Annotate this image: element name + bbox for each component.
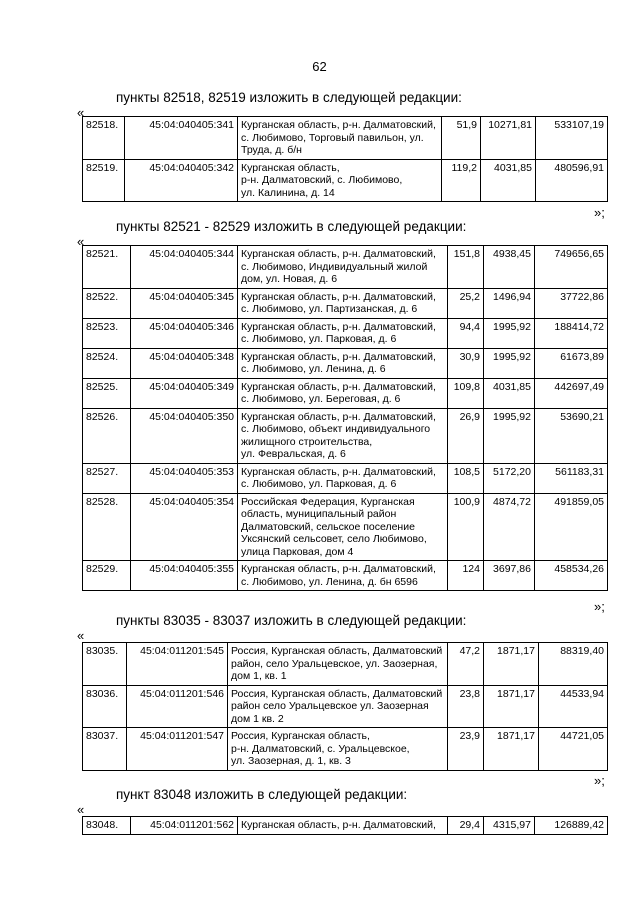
unit-price-cell: 1496,94 [484,288,535,318]
data-table [82,642,608,771]
cadastral-number-cell: 45:04:040405:348 [131,348,238,378]
area-cell: 29,4 [448,817,484,835]
cadastral-number-cell: 45:04:040405:354 [131,493,238,561]
cadastral-number-cell: 45:04:040405:355 [131,561,238,591]
address-cell: Российская Федерация, Курганская область, муниципальный район Далматовский, сельское поселение Уксянский сельсовет, село Любимово, улица Парковая, дом 4 [238,493,448,561]
table-row [83,493,608,561]
cadastral-value-cell: 37722,86 [535,288,608,318]
address-cell: Курганская область, р-н. Далматовский, с. Любимово, ул. Ленина, д. бн 6596 [238,561,448,591]
item-number-cell: 83037. [83,728,127,771]
cadastral-value-cell: 442697,49 [535,378,608,408]
unit-price-cell: 3697,86 [484,561,535,591]
address-cell: Курганская область, р-н. Далматовский, с. Любимово, ул. Ленина, д. 6 [238,348,448,378]
table-row [83,348,608,378]
table-body [83,117,608,202]
section-intro: пункты 83035 - 83037 изложить в следующей редакции: [116,613,467,628]
cadastral-number-cell: 45:04:011201:547 [127,728,228,771]
address-cell: Курганская область, р-н. Далматовский, с. Любимово, ул. Парковая, д. 6 [238,463,448,493]
item-number-cell: 82523. [83,318,131,348]
address-cell: Курганская область, р-н. Далматовский, с. Любимово, объект индивидуального жилищного строительства, ул. Февральская, д. 6 [238,408,448,463]
cadastral-value-cell: 561183,31 [535,463,608,493]
area-cell: 124 [448,561,484,591]
item-number-cell: 83035. [83,643,127,686]
table-row [83,643,608,686]
cadastral-value-cell: 61673,89 [535,348,608,378]
unit-price-cell: 5172,20 [484,463,535,493]
cadastral-value-cell: 491859,05 [535,493,608,561]
unit-price-cell: 1995,92 [484,348,535,378]
area-cell: 51,9 [442,117,481,160]
table-body [83,246,608,591]
cadastral-value-cell: 126889,42 [535,817,608,835]
cadastral-value-cell: 480596,91 [536,159,608,202]
unit-price-cell: 10271,81 [481,117,536,160]
table-body [83,643,608,771]
section-intro: пункт 83048 изложить в следующей редакции: [116,787,408,802]
area-cell: 119,2 [442,159,481,202]
page-number: 62 [312,59,327,74]
cadastral-number-cell: 45:04:011201:546 [127,685,228,728]
address-cell: Курганская область, р-н. Далматовский, с. Любимово, ул. Парковая, д. 6 [238,318,448,348]
close-quote: »; [594,773,605,788]
item-number-cell: 82519. [83,159,125,202]
cadastral-number-cell: 45:04:040405:341 [125,117,238,160]
item-number-cell: 82524. [83,348,131,378]
item-number-cell: 82518. [83,117,125,160]
data-table [82,116,608,202]
area-cell: 26,9 [448,408,484,463]
item-number-cell: 82529. [83,561,131,591]
open-quote: « [77,234,85,249]
address-cell: Курганская область, р-н. Далматовский, с. Любимово, ул. Партизанская, д. 6 [238,288,448,318]
address-cell: Курганская область, р-н. Далматовский, с. Любимово, ул. Калинина, д. 14 [238,159,442,202]
cadastral-number-cell: 45:04:040405:349 [131,378,238,408]
unit-price-cell: 4031,85 [481,159,536,202]
cadastral-value-cell: 53690,21 [535,408,608,463]
table-row [83,685,608,728]
cadastral-number-cell: 45:04:040405:342 [125,159,238,202]
open-quote: « [77,628,85,643]
table-row [83,288,608,318]
table-row [83,728,608,771]
area-cell: 23,9 [448,728,484,771]
item-number-cell: 82527. [83,463,131,493]
data-table [82,245,608,591]
address-cell: Курганская область, р-н. Далматовский, с. Любимово, Индивидуальный жилой дом, ул. Новая, д. 6 [238,246,448,289]
cadastral-value-cell: 188414,72 [535,318,608,348]
address-cell: Россия, Курганская область, р-н. Далматовский, с. Уральцевское, ул. Заозерная, д. 1, кв. 3 [228,728,448,771]
table-row [83,159,608,202]
section-intro: пункты 82521 - 82529 изложить в следующей редакции: [116,219,467,234]
table-body [83,817,608,835]
area-cell: 30,9 [448,348,484,378]
item-number-cell: 82525. [83,378,131,408]
unit-price-cell: 4031,85 [484,378,535,408]
unit-price-cell: 1995,92 [484,408,535,463]
table-row [83,318,608,348]
close-quote: »; [594,599,605,614]
table-row [83,463,608,493]
cadastral-value-cell: 44533,94 [539,685,608,728]
cadastral-value-cell: 749656,65 [535,246,608,289]
area-cell: 94,4 [448,318,484,348]
data-table [82,816,608,835]
cadastral-number-cell: 45:04:040405:350 [131,408,238,463]
address-cell: Россия, Курганская область, Далматовский район село Уральцевское ул. Заозерная дом 1 кв. 2 [228,685,448,728]
close-quote: »; [594,205,605,220]
unit-price-cell: 1871,17 [484,643,539,686]
table-row [83,408,608,463]
cadastral-number-cell: 45:04:040405:346 [131,318,238,348]
area-cell: 151,8 [448,246,484,289]
area-cell: 23,8 [448,685,484,728]
unit-price-cell: 4315,97 [484,817,535,835]
item-number-cell: 82526. [83,408,131,463]
table-row [83,817,608,835]
section-intro: пункты 82518, 82519 изложить в следующей редакции: [116,90,462,105]
table-row [83,117,608,160]
address-cell: Курганская область, р-н. Далматовский, с. Любимово, Торговый павильон, ул. Труда, д. б/н [238,117,442,160]
table-row [83,246,608,289]
open-quote: « [77,105,85,120]
table-row [83,561,608,591]
item-number-cell: 82522. [83,288,131,318]
item-number-cell: 82528. [83,493,131,561]
unit-price-cell: 4874,72 [484,493,535,561]
area-cell: 100,9 [448,493,484,561]
cadastral-number-cell: 45:04:011201:545 [127,643,228,686]
cadastral-number-cell: 45:04:040405:345 [131,288,238,318]
area-cell: 108,5 [448,463,484,493]
cadastral-number-cell: 45:04:040405:353 [131,463,238,493]
unit-price-cell: 4938,45 [484,246,535,289]
unit-price-cell: 1871,17 [484,728,539,771]
area-cell: 47,2 [448,643,484,686]
cadastral-value-cell: 533107,19 [536,117,608,160]
cadastral-number-cell: 45:04:040405:344 [131,246,238,289]
cadastral-value-cell: 88319,40 [539,643,608,686]
unit-price-cell: 1995,92 [484,318,535,348]
cadastral-number-cell: 45:04:011201:562 [131,817,238,835]
cadastral-value-cell: 44721,05 [539,728,608,771]
item-number-cell: 83048. [83,817,131,835]
cadastral-value-cell: 458534,26 [535,561,608,591]
open-quote: « [77,802,85,817]
area-cell: 109,8 [448,378,484,408]
address-cell: Россия, Курганская область, Далматовский район, село Уральцевское, ул. Заозерная, дом 1, кв. 1 [228,643,448,686]
unit-price-cell: 1871,17 [484,685,539,728]
table-row [83,378,608,408]
item-number-cell: 82521. [83,246,131,289]
area-cell: 25,2 [448,288,484,318]
address-cell: Курганская область, р-н. Далматовский, с. Любимово, ул. Береговая, д. 6 [238,378,448,408]
address-cell: Курганская область, р-н. Далматовский, [238,817,448,835]
item-number-cell: 83036. [83,685,127,728]
